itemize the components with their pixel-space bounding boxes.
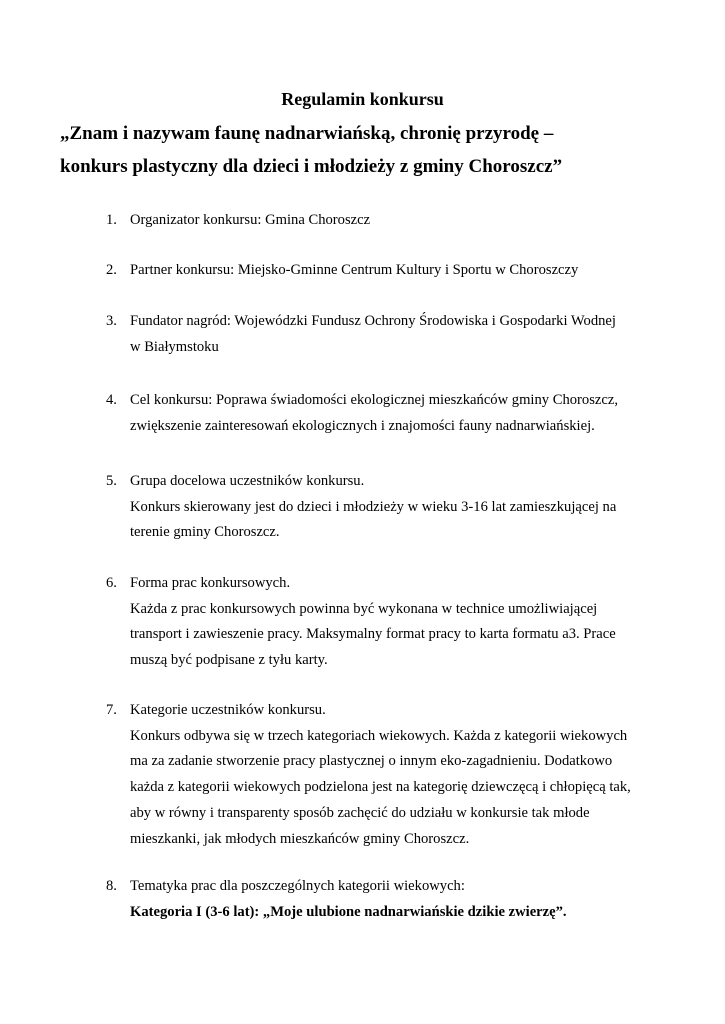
item-text: Konkurs odbywa się w trzech kategoriach wiekowych. Każda z kategorii wiekowych	[130, 727, 628, 744]
item-text: Kategorie uczestników konkursu.	[130, 702, 326, 718]
item-number: 6.	[106, 575, 117, 591]
document-title: Regulamin konkursu	[281, 89, 444, 109]
item-text: transport i zawieszenie pracy. Maksymalny format pracy to karta formatu a3. Prace	[130, 626, 616, 643]
subtitle-line: konkurs plastyczny dla dzieci i młodzieży z gminy Choroszcz”	[60, 156, 563, 177]
item-number: 8.	[106, 878, 117, 894]
item-text: Organizator konkursu: Gmina Choroszcz	[130, 212, 371, 228]
item-number: 1.	[106, 212, 117, 228]
item-text: w Białymstoku	[130, 338, 219, 355]
item-text: Forma prac konkursowych.	[130, 575, 291, 591]
item-number: 4.	[106, 392, 117, 408]
item-number: 3.	[106, 313, 117, 329]
item-text: mieszkanki, jak młodych mieszkańców gminy Choroszcz.	[130, 830, 470, 847]
item-text: Fundator nagród: Wojewódzki Fundusz Ochrony Środowiska i Gospodarki Wodnej	[130, 313, 616, 329]
item-text: Partner konkursu: Miejsko-Gminne Centrum Kultury i Sportu w Choroszczy	[130, 262, 579, 278]
item-text: muszą być podpisane z tyłu karty.	[130, 652, 328, 669]
subtitle-line: „Znam i nazywam faunę nadnarwiańską, chronię przyrodę –	[60, 123, 554, 144]
category-one-topic: Kategoria I (3-6 lat): „Moje ulubione nadnarwiańskie dzikie zwierzę”.	[130, 903, 567, 920]
item-text: zwiększenie zainteresowań ekologicznych i znajomości fauny nadnarwiańskiej.	[130, 417, 595, 434]
item-text: każda z kategorii wiekowych podzielona jest na kategorię dziewczęcą i chłopięcą tak,	[130, 779, 631, 796]
item-text: Grupa docelowa uczestników konkursu.	[130, 473, 365, 489]
item-text: Tematyka prac dla poszczególnych kategorii wiekowych:	[130, 878, 465, 894]
item-text: aby w równy i transparenty sposób zachęcić do udziału w konkursie tak młode	[130, 804, 590, 821]
item-number: 2.	[106, 262, 117, 278]
item-number: 5.	[106, 473, 117, 489]
item-text: Każda z prac konkursowych powinna być wykonana w technice umożliwiającej	[130, 600, 598, 617]
item-text: terenie gminy Choroszcz.	[130, 524, 280, 541]
item-text: Cel konkursu: Poprawa świadomości ekologicznej mieszkańców gminy Choroszcz,	[130, 392, 618, 408]
item-number: 7.	[106, 702, 117, 718]
document-subtitle	[60, 117, 672, 183]
item-text: ma za zadanie stworzenie pracy plastycznej o innym eko-zagadnieniu. Dodatkowo	[130, 753, 613, 770]
item-text: Konkurs skierowany jest do dzieci i młodzieży w wieku 3-16 lat zamieszkującej na	[130, 498, 617, 515]
